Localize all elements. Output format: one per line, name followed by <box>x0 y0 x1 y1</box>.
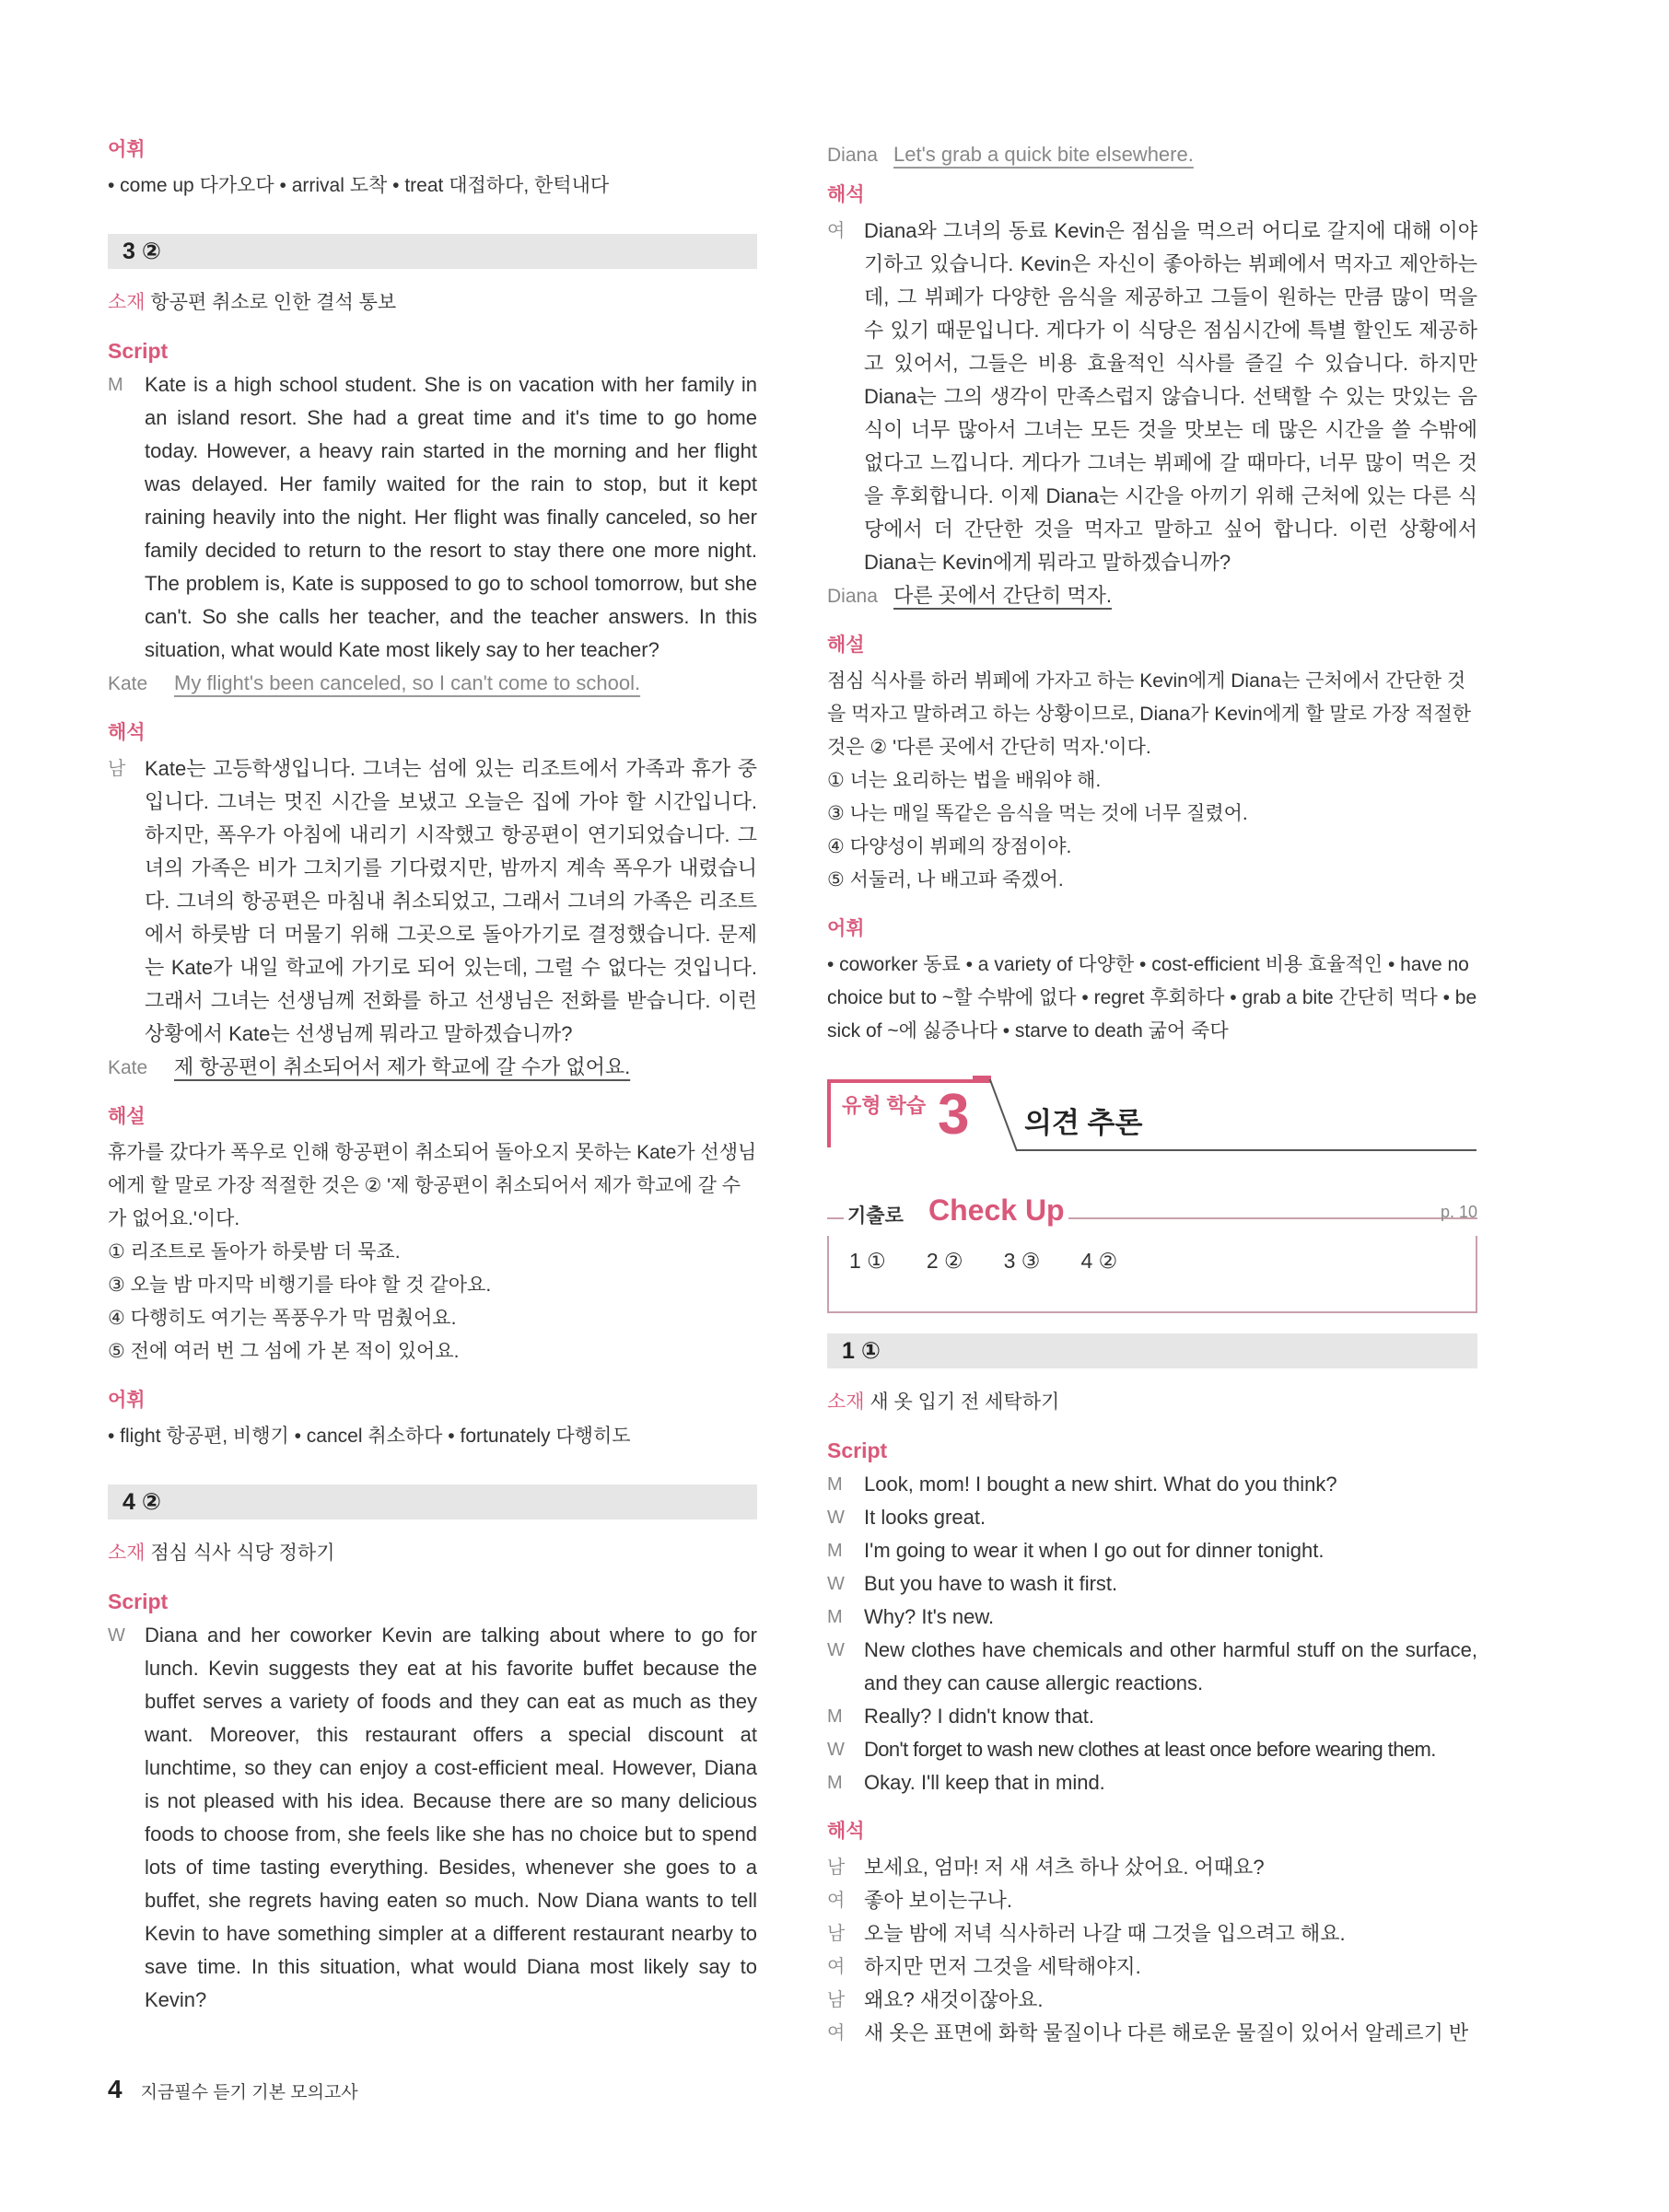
speaker-label: M <box>827 1773 843 1793</box>
page-footer <box>108 2075 358 2104</box>
dialogue-line <box>827 1567 1477 1601</box>
speaker-label: 남 <box>827 1924 846 1944</box>
dialogue-line <box>827 1501 1477 1534</box>
dialogue-text: 좋아 보이는구나. <box>864 1889 1012 1912</box>
translation-text: Diana와 그녀의 동료 Kevin은 점심을 먹으러 어디로 갈지에 대해 이야기하고 있습니다. Kevin은 자신이 좋아하는 뷔페에서 먹자고 제안하는데, 그 뷔페가 다양한 음식을 제공하고 그들이 원하는 만큼 많이 먹을 수 있기 때문입니다. 게다가 이 식당은 점심시간에 특별 할인도 제공하고 있어서, 그들은 비용 효율적인 식사를 즐길 수 있습니다. 하지만 Diana는 그의 생각이 만족스럽지 않습니다. 선택할 수 있는 맛있는 음식이 너무 많아서 그녀는 모든 것을 맛보는 데 많은 시간을 쓸 수밖에 없다고 느낍니다. 게다가 그녀는 뷔페에 갈 때마다, 너무 많이 먹은 것을 후회합니다. 이제 Diana는 시간을 아끼기 위해 근처에 있는 다른 식당에서 더 간단한 것을 먹자고 말하고 싶어 합니다. 이런 상황에서 Diana는 Kevin에게 뭐라고 말하겠습니까? <box>864 219 1477 574</box>
translation-answer-speaker: Diana <box>827 586 878 607</box>
topic-line <box>827 1389 1477 1416</box>
checkup-label: 기출로 <box>847 1205 904 1227</box>
explanation-text: 점심 식사를 하러 뷔페에 가자고 하는 Kevin에게 Diana는 근처에서 간단한 것을 먹자고 말하려고 하는 상황이므로, Diana가 Kevin에게 할 말로 가장 적절한 것은 ② '다른 곳에서 간단히 먹자.'이다. <box>827 670 1472 758</box>
translation-speaker: 남 <box>108 759 126 779</box>
page-number: 4 <box>108 2075 123 2103</box>
translation-answer-line <box>827 579 1477 613</box>
dialogue-line <box>827 1984 1477 2017</box>
checkup-answer: 1 ① <box>849 1249 886 1273</box>
section-banner <box>827 1079 1477 1162</box>
option-item: ① 리조트로 돌아가 하룻밤 더 묵죠. <box>108 1241 401 1263</box>
dialogue-text: 오늘 밤에 저녁 식사하러 나갈 때 그것을 입으려고 해요. <box>864 1922 1346 1945</box>
dialogue-line <box>827 1950 1477 1984</box>
dialogue-line <box>827 1468 1477 1501</box>
option-item: ③ 오늘 밤 마지막 비행기를 타야 할 것 같아요. <box>108 1275 492 1296</box>
translation-line <box>108 752 757 1051</box>
dialogue-text: But you have to wash it first. <box>864 1572 1118 1595</box>
explanation-label: 해설 <box>108 1106 146 1127</box>
answer-text: My flight's been canceled, so I can't come to school. <box>174 671 641 694</box>
dialogue-text: Really? I didn't know that. <box>864 1705 1095 1728</box>
option-item: ① 너는 요리하는 법을 배워야 해. <box>827 770 1102 791</box>
vocab-text: • flight 항공편, 비행기 • cancel 취소하다 • fortunately 다행히도 <box>108 1426 631 1447</box>
speaker-label: M <box>827 1541 843 1561</box>
dialogue-text: It looks great. <box>864 1506 986 1529</box>
dialogue-text: 새 옷은 표면에 화학 물질이나 다른 해로운 물질이 있어서 알레르기 반 <box>864 2021 1469 2044</box>
question-header-3: 3 ② <box>108 234 757 269</box>
option-item: ④ 다양성이 뷔페의 장점이야. <box>827 836 1072 857</box>
speaker-label: M <box>827 1474 843 1495</box>
question-header-4: 4 ② <box>108 1484 757 1519</box>
dialogue-text: Don't forget to wash new clothes at least once before wearing them. <box>864 1738 1436 1761</box>
dialogue-text: 보세요, 엄마! 저 새 셔츠 하나 샀어요. 어때요? <box>864 1856 1265 1879</box>
script-text: Diana and her coworker Kevin are talking about where to go for lunch. Kevin suggests they eat at his favorite buffet because the buffet serves a variety of foods and they can eat as much as they want. Moreover, this restaurant offers a special discount at lunchtime, so they can enjoy a cost-efficient meal. However, Diana is not pleased with his idea. Because there are so many delicious foods to choose from, she feels like she has no choice but to spend lots of time tasting everything. Besides, whenever she goes to a buffet, she regrets having eaten so much. Now Diana wants to tell Kevin to have something simpler at a different restaurant nearby to save time. In this situation, what would Diana most likely say to Kevin? <box>145 1624 757 2011</box>
dialogue-line <box>827 2017 1477 2050</box>
dialogue-text: 왜요? 새것이잖아요. <box>864 1988 1044 2011</box>
question-header-1: 1 ① <box>827 1333 1477 1368</box>
translation-label: 해석 <box>827 1821 865 1842</box>
vocab-text: • coworker 동료 • a variety of 다양한 • cost-efficient 비용 효율적인 • have no choice but to ~할 수밖에 없다 • regret 후회하다 • grab a bite 간단히 먹다 • be sick of ~에 싫증나다 • starve to death 굶어 죽다 <box>827 954 1477 1042</box>
translation-answer-line <box>108 1051 757 1085</box>
vocab-label: 어휘 <box>108 1390 146 1411</box>
translation-answer-speaker: Kate <box>108 1057 148 1078</box>
option-item: ⑤ 서둘러, 나 배고파 죽겠어. <box>827 869 1064 891</box>
translation-label: 해석 <box>108 722 146 743</box>
checkup-answer: 4 ② <box>1080 1249 1118 1273</box>
dialogue-text: 하지만 먼저 그것을 세탁해야지. <box>864 1955 1141 1978</box>
banner-number: 3 <box>938 1083 970 1147</box>
vocab-section-top <box>108 138 757 203</box>
dialogue-line <box>827 1601 1477 1634</box>
script-line <box>108 1619 757 2017</box>
checkup-answer: 3 ③ <box>1003 1249 1041 1273</box>
dialogue-line <box>827 1733 1477 1766</box>
vocab-label: 어휘 <box>108 139 146 160</box>
dialogue-text: I'm going to wear it when I go out for dinner tonight. <box>864 1539 1325 1562</box>
banner-label: 유형 학습 <box>842 1094 927 1117</box>
checkup-box <box>827 1193 1477 1313</box>
speaker-label: 여 <box>827 1891 846 1911</box>
option-item: ③ 나는 매일 똑같은 음식을 먹는 것에 너무 질렸어. <box>827 803 1248 824</box>
speaker-label: M <box>827 1607 843 1627</box>
topic-label: 소재 <box>108 1543 146 1564</box>
banner-box <box>827 1079 991 1147</box>
option-item: ⑤ 전에 여러 번 그 섬에 가 본 적이 있어요. <box>108 1341 460 1362</box>
checkup-answers-box <box>827 1236 1477 1313</box>
translation-dialogue <box>827 1851 1477 2050</box>
speaker-label: M <box>827 1706 843 1727</box>
explanation-text: 휴가를 갔다가 폭우로 인해 항공편이 취소되어 돌아오지 못하는 Kate가 선생님에게 할 말로 가장 적절한 것은 ② '제 항공편이 취소되어서 제가 학교에 갈 수가 없어요.'이다. <box>108 1142 757 1229</box>
translation-answer-text: 다른 곳에서 간단히 먹자. <box>893 584 1112 607</box>
dialogue-text: New clothes have chemicals and other harmful stuff on the surface, and they can cause allergic reactions. <box>864 1638 1477 1694</box>
dialogue-line <box>827 1917 1477 1950</box>
dialogue-line <box>827 1884 1477 1917</box>
checkup-page: p. 10 <box>1440 1203 1477 1221</box>
dialogue-text: Look, mom! I bought a new shirt. What do you think? <box>864 1473 1337 1496</box>
dialogue-line <box>827 1766 1477 1799</box>
topic-text: 새 옷 입기 전 세탁하기 <box>864 1391 1060 1413</box>
topic-line <box>108 1540 757 1567</box>
right-column <box>827 138 1477 2050</box>
topic-text: 점심 식사 식당 정하기 <box>145 1543 335 1564</box>
script-text: Kate is a high school student. She is on vacation with her family in an island resort. She had a great time and it's time to go home today. However, a heavy rain started in the morning and her flight was delayed. Her family waited for the rain to stop, but it kept raining heavily into the night. Her flight was finally canceled, so her family decided to return to the resort to stay there one more night. The problem is, Kate is supposed to go to school tomorrow, but she can't. So she calls her teacher, and the teacher answers. In this situation, what would Kate most likely say to her teacher? <box>145 373 757 661</box>
script-line <box>108 368 757 667</box>
translation-label: 해석 <box>827 184 865 205</box>
translation-answer-text: 제 항공편이 취소되어서 제가 학교에 갈 수가 없어요. <box>174 1055 631 1078</box>
speaker-label: 여 <box>827 2023 846 2043</box>
topic-label: 소재 <box>108 292 146 313</box>
speaker-label: W <box>108 1625 125 1646</box>
answer-speaker: Kate <box>108 673 148 694</box>
translation-speaker: 여 <box>827 221 846 241</box>
translation-line <box>827 215 1477 579</box>
speaker-label: W <box>827 1508 845 1528</box>
banner-title: 의견 추론 <box>1024 1107 1143 1139</box>
checkup-answer: 2 ② <box>926 1249 963 1273</box>
speaker-label: W <box>827 1574 845 1594</box>
left-column <box>108 138 757 2017</box>
banner-diagonal <box>973 1076 1019 1153</box>
dialogue-text: Why? It's new. <box>864 1605 995 1628</box>
dialogue-line <box>827 1851 1477 1884</box>
topic-label: 소재 <box>827 1391 865 1413</box>
speaker-label: 여 <box>827 1957 846 1977</box>
topic-line <box>108 289 757 317</box>
vocab-label: 어휘 <box>827 918 865 939</box>
script-label: Script <box>108 1589 169 1613</box>
speaker-label: 남 <box>827 1990 846 2010</box>
speaker-label: 남 <box>827 1857 846 1878</box>
answer-line <box>108 667 757 701</box>
dialogue-line <box>827 1634 1477 1700</box>
answer-speaker: Diana <box>827 145 878 166</box>
dialogue-line <box>827 1534 1477 1567</box>
explanation-label: 해설 <box>827 634 865 656</box>
book-title: 지금필수 듣기 기본 모의고사 <box>140 2083 358 2102</box>
answer-text: Let's grab a quick bite elsewhere. <box>893 143 1194 166</box>
translation-text: Kate는 고등학생입니다. 그녀는 섬에 있는 리조트에서 가족과 휴가 중입니다. 그녀는 멋진 시간을 보냈고 오늘은 집에 가야 할 시간입니다. 하지만, 폭우가 아침에 내리기 시작했고 항공편이 연기되었습니다. 그녀의 가족은 비가 그치기를 기다렸지만, 밤까지 계속 폭우가 내렸습니다. 그녀의 항공편은 마침내 취소되었고, 그래서 그녀의 가족은 리조트에서 하룻밤 더 머물기 위해 그곳으로 돌아가기로 결정했습니다. 문제는 Kate가 내일 학교에 가기로 되어 있는데, 그럴 수 없다는 것입니다. 그래서 그녀는 선생님께 전화를 하고 선생님은 전화를 받습니다. 이런 상황에서 Kate는 선생님께 뭐라고 말하겠습니까? <box>145 757 757 1045</box>
checkup-title: Check Up <box>928 1193 1065 1227</box>
vocab-text: • come up 다가오다 • arrival 도착 • treat 대접하다, 한턱내다 <box>108 175 610 196</box>
option-item: ④ 다행히도 여기는 폭풍우가 막 멈췄어요. <box>108 1308 457 1329</box>
dialogue <box>827 1468 1477 1799</box>
dialogue-line <box>827 1700 1477 1733</box>
dialogue-text: Okay. I'll keep that in mind. <box>864 1771 1105 1794</box>
script-label: Script <box>827 1438 888 1462</box>
speaker-label: M <box>108 375 123 395</box>
speaker-label: W <box>827 1740 845 1760</box>
answer-line <box>827 138 1477 172</box>
topic-text: 항공편 취소로 인한 결석 통보 <box>145 292 397 313</box>
banner-underline <box>1016 1149 1476 1151</box>
speaker-label: W <box>827 1640 845 1660</box>
script-label: Script <box>108 339 169 363</box>
